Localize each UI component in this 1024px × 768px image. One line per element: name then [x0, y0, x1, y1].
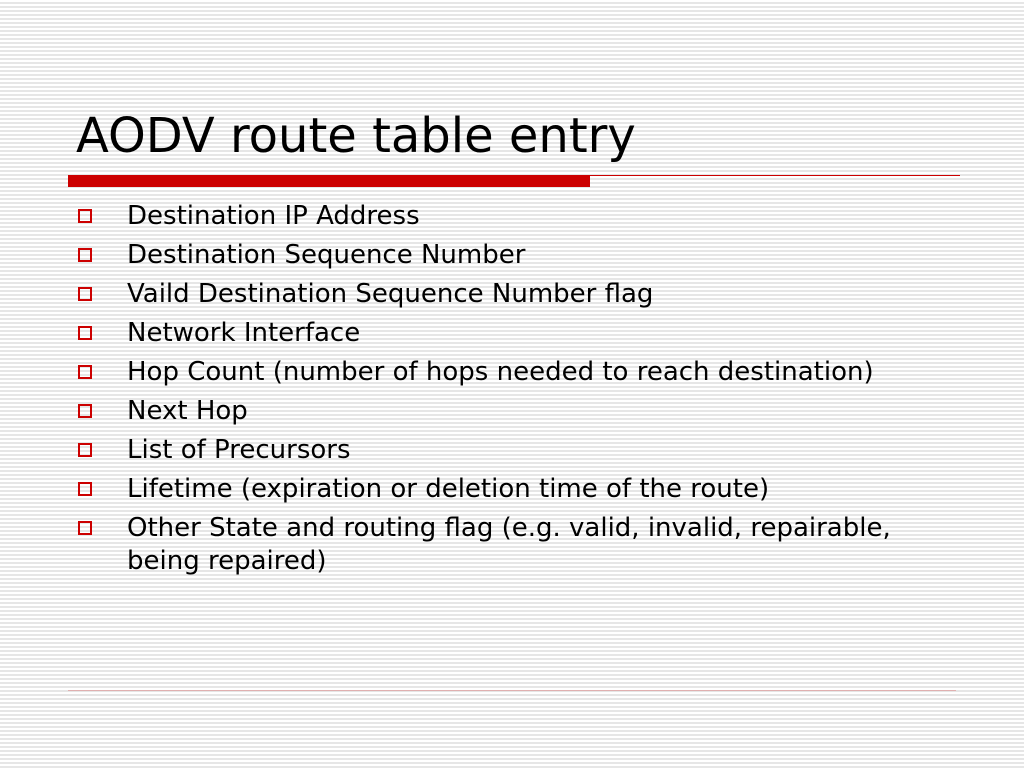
bullet-text: Other State and routing flag (e.g. valid, invalid, repairable, being repaired): [127, 513, 891, 576]
bullet-item: [76, 200, 956, 233]
bullet-text: Network Interface: [127, 318, 361, 348]
title-underline-rule: [590, 175, 960, 176]
bullet-item: [76, 317, 956, 350]
bullet-list: [76, 200, 956, 584]
hollow-square-icon: [78, 482, 92, 496]
hollow-square-icon: [78, 326, 92, 340]
bullet-text: List of Precursors: [127, 435, 351, 465]
hollow-square-icon: [78, 287, 92, 301]
hollow-square-icon: [78, 443, 92, 457]
hollow-square-icon: [78, 248, 92, 262]
slide-title: AODV route table entry: [76, 108, 636, 164]
bullet-text: Next Hop: [127, 396, 248, 426]
bullet-text: Destination IP Address: [127, 201, 420, 231]
bullet-item: [76, 512, 956, 578]
bullet-text: Destination Sequence Number: [127, 240, 526, 270]
bullet-item: [76, 434, 956, 467]
hollow-square-icon: [78, 365, 92, 379]
bullet-text: Hop Count (number of hops needed to reach destination): [127, 357, 874, 387]
bullet-item: [76, 239, 956, 272]
bullet-item: [76, 473, 956, 506]
bullet-item: [76, 395, 956, 428]
bullet-item: [76, 356, 956, 389]
hollow-square-icon: [78, 404, 92, 418]
footer-divider: [68, 690, 956, 691]
bullet-text: Vaild Destination Sequence Number flag: [127, 279, 654, 309]
hollow-square-icon: [78, 209, 92, 223]
bullet-text: Lifetime (expiration or deletion time of the route): [127, 474, 770, 504]
bullet-item: [76, 278, 956, 311]
hollow-square-icon: [78, 521, 92, 535]
title-underline-accent: [68, 175, 590, 187]
